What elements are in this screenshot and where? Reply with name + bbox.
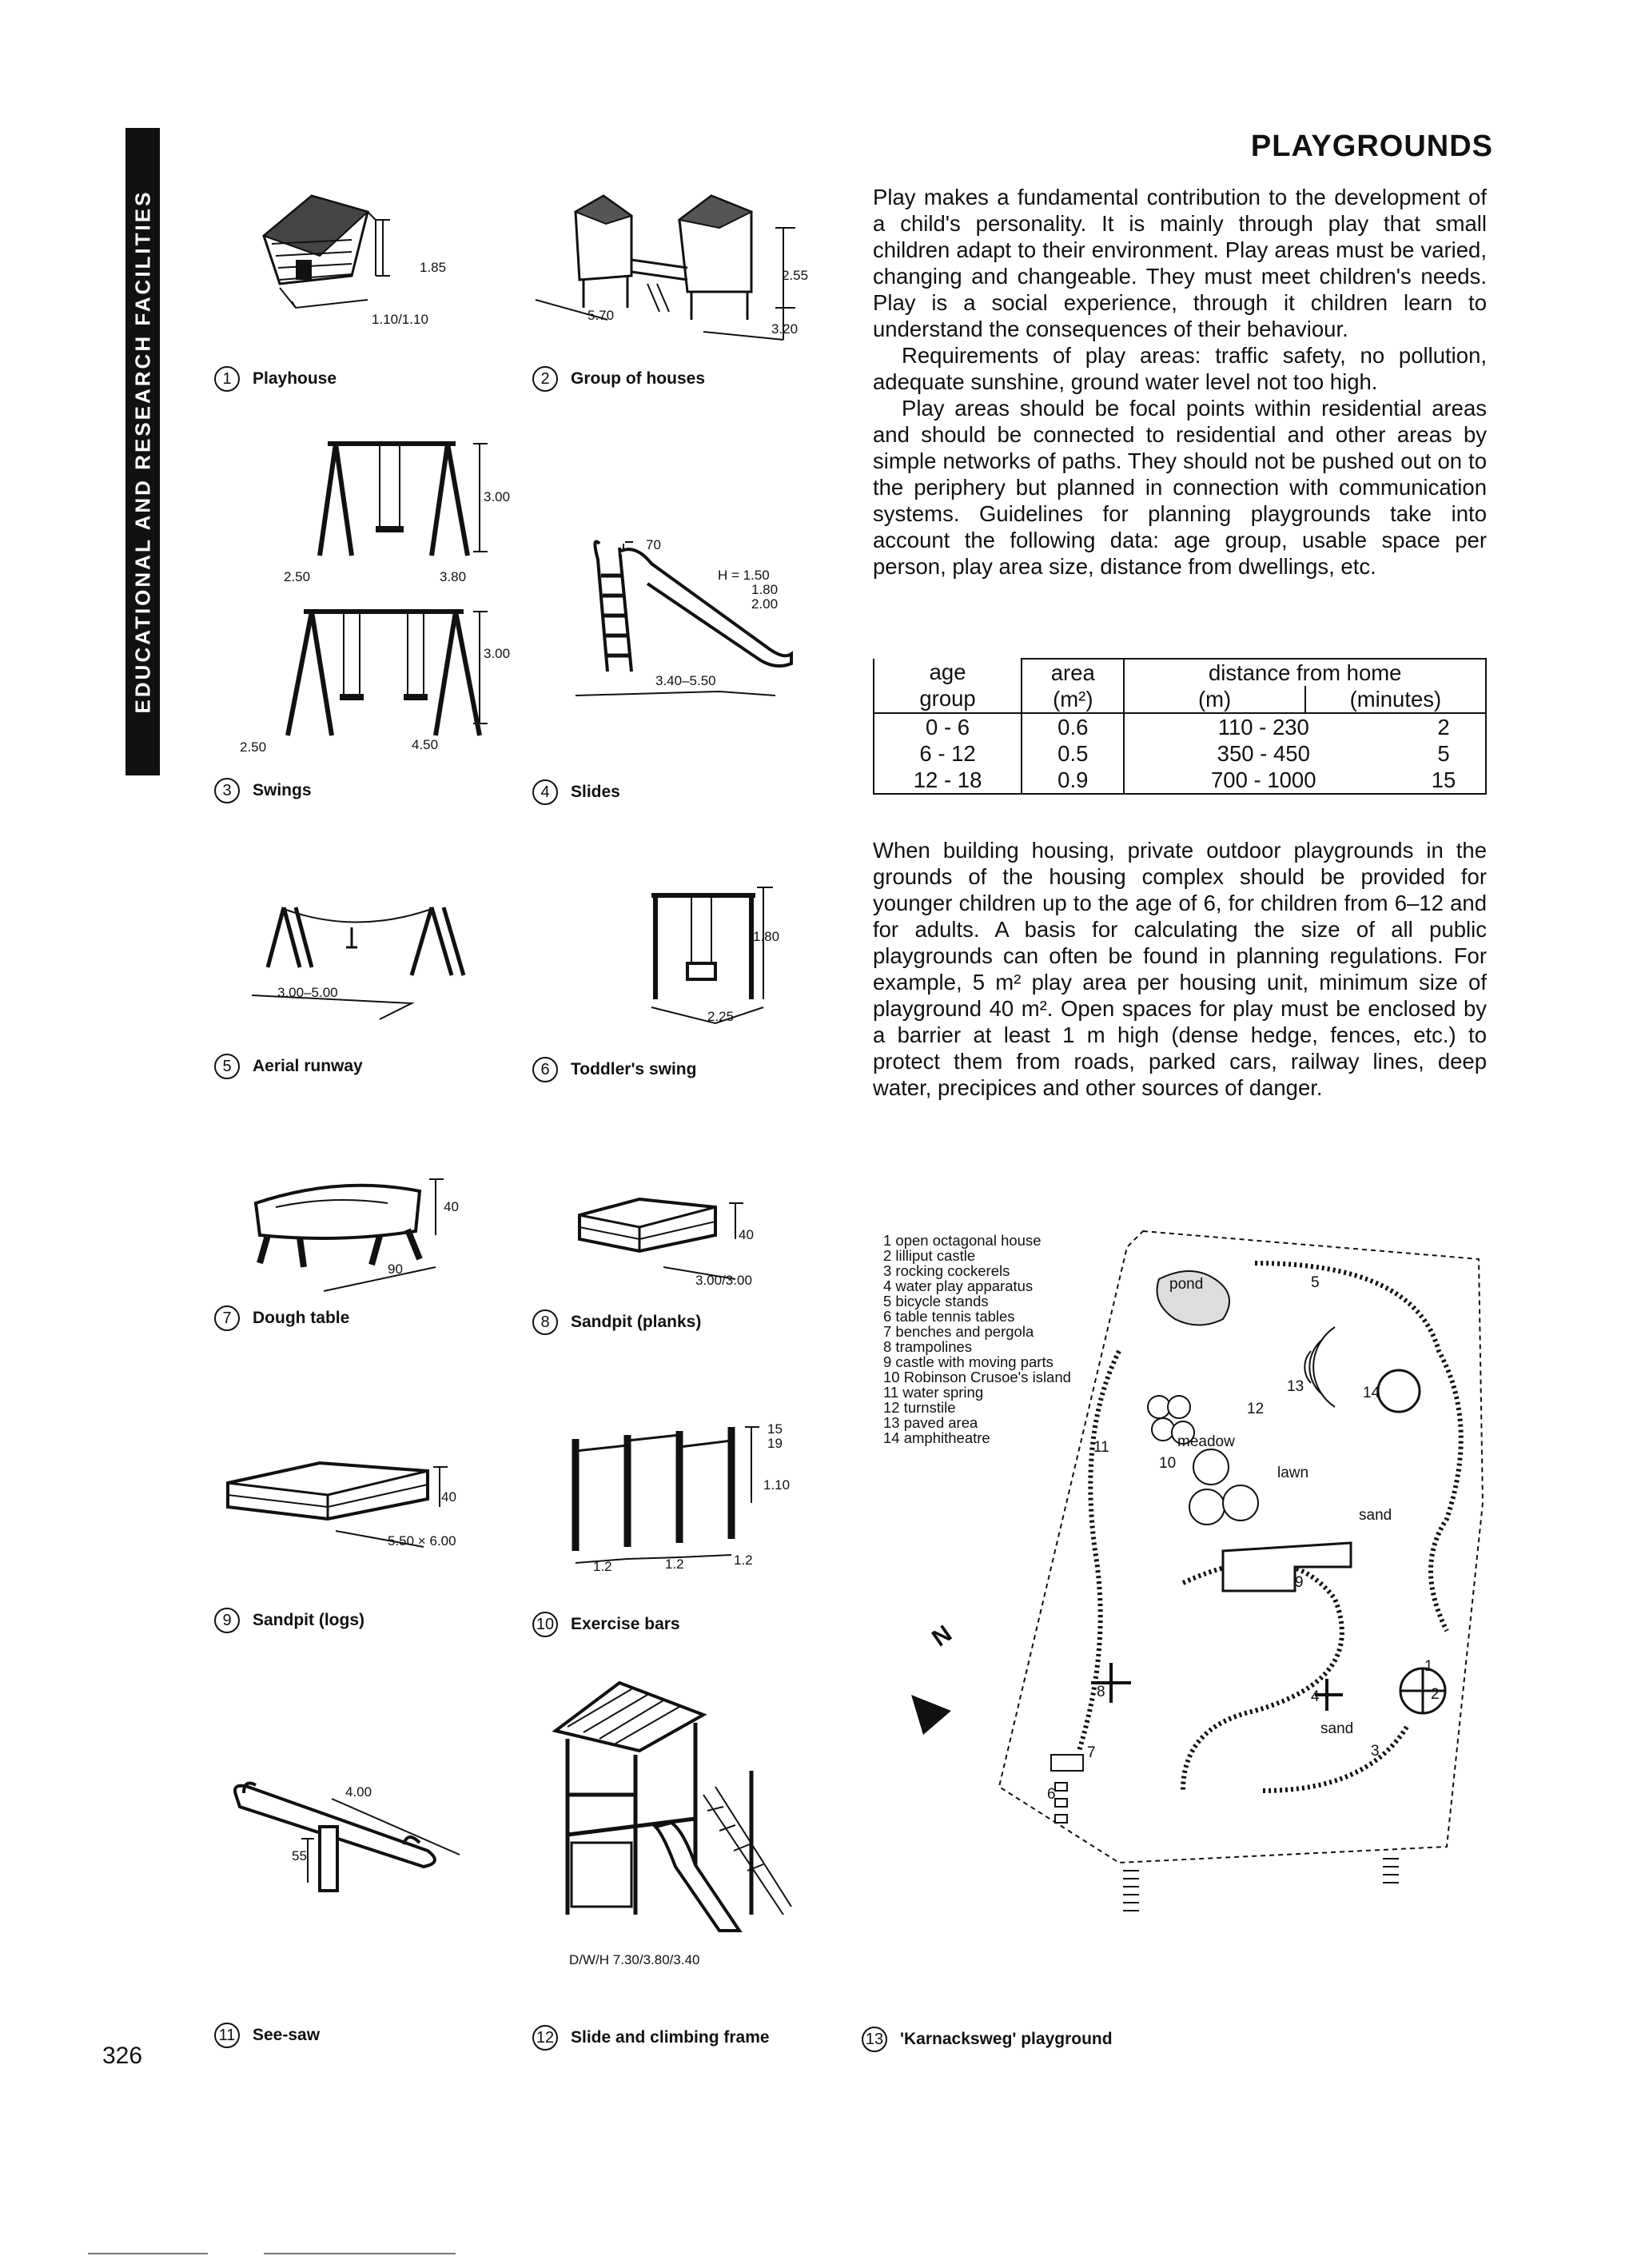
figure-number-3: 3 xyxy=(214,778,240,803)
caption-12-text: Slide and climbing frame xyxy=(571,2028,770,2047)
caption-7-text: Dough table xyxy=(253,1309,350,1327)
legend-item: 4 water play apparatus xyxy=(883,1277,1034,1294)
dim-7-width: 90 xyxy=(388,1262,403,1277)
paragraph-3: Play areas should be focal points within residential areas and should be connected to residential and other areas by simple networks of paths. They should not be pushed out on to the periphery but planned in connection with communication systems. Guidelines for planning playgrounds take into account the following data: age group, usable space per person, play area size, distance from dwellings, etc. xyxy=(873,396,1487,579)
row-3-m: 700 - 1000 xyxy=(1211,767,1316,792)
intro-text xyxy=(873,184,1487,580)
legend-item: 11 water spring xyxy=(883,1384,984,1401)
svg-text:11: 11 xyxy=(1093,1439,1109,1456)
svg-text:5: 5 xyxy=(1311,1274,1320,1291)
table-cell-distance-m xyxy=(1124,713,1402,794)
legend-item: 12 turnstile xyxy=(883,1399,956,1416)
caption-9 xyxy=(214,1608,364,1633)
north-label: N xyxy=(927,1620,957,1652)
header-area xyxy=(1022,659,1124,713)
header-age-line2: group xyxy=(919,686,976,711)
caption-10-text: Exercise bars xyxy=(571,1615,680,1633)
dim-10-height: 1.10 xyxy=(763,1477,791,1493)
header-distance-m: (m) xyxy=(1197,687,1232,711)
svg-text:6: 6 xyxy=(1047,1786,1056,1803)
caption-8 xyxy=(532,1309,701,1335)
figure-number-5: 5 xyxy=(214,1054,240,1079)
figure-number-7: 7 xyxy=(214,1305,240,1331)
sandpit-planks-drawing xyxy=(576,1191,783,1295)
dim-4-height-3: 2.00 xyxy=(751,596,779,612)
dim-10-span-1: 1.2 xyxy=(593,1559,612,1574)
caption-2 xyxy=(532,366,705,392)
row-2-age: 6 - 12 xyxy=(919,741,976,766)
dim-10-a: 15 xyxy=(767,1421,783,1437)
plan-label-sand-2: sand xyxy=(1320,1720,1354,1737)
figure-number-11: 11 xyxy=(214,2023,240,2048)
table-cell-area xyxy=(1022,713,1124,794)
svg-text:12: 12 xyxy=(1247,1401,1265,1417)
svg-text:10: 10 xyxy=(1159,1455,1177,1472)
table-cell-age xyxy=(874,713,1022,794)
legend-item: 14 amphitheatre xyxy=(883,1429,990,1446)
dim-3-width-b: 4.50 xyxy=(412,737,439,752)
plan-label-meadow: meadow xyxy=(1177,1433,1235,1450)
dim-4-top: 70 xyxy=(646,537,661,552)
svg-text:3: 3 xyxy=(1371,1743,1380,1760)
plan-label-sand-1: sand xyxy=(1359,1507,1392,1524)
dim-2-height: 2.55 xyxy=(782,268,809,283)
scan-line xyxy=(264,2253,456,2254)
table-cell-distance-min xyxy=(1402,713,1486,794)
plan-label-lawn: lawn xyxy=(1277,1465,1309,1481)
svg-text:4: 4 xyxy=(1311,1688,1320,1705)
row-3-age: 12 - 18 xyxy=(913,767,982,792)
row-2-area: 0.5 xyxy=(1057,741,1089,766)
figure-number-13: 13 xyxy=(862,2027,887,2052)
legend-item: 13 paved area xyxy=(883,1414,978,1431)
dim-10-b: 19 xyxy=(767,1436,783,1451)
header-distance-min: (minutes) xyxy=(1304,686,1485,712)
dim-10-span-3: 1.2 xyxy=(734,1553,753,1568)
caption-4 xyxy=(532,779,620,805)
caption-3-text: Swings xyxy=(253,781,312,799)
dim-3-height-a: 3.00 xyxy=(484,489,511,504)
svg-text:1: 1 xyxy=(1424,1658,1433,1675)
caption-6 xyxy=(532,1057,696,1082)
svg-text:9: 9 xyxy=(1295,1574,1304,1591)
plan-label-pond: pond xyxy=(1169,1276,1204,1293)
dim-8-height: 40 xyxy=(739,1227,754,1242)
row-1-area: 0.6 xyxy=(1057,715,1089,739)
row-3-area: 0.9 xyxy=(1057,767,1089,792)
legend-item: 6 table tennis tables xyxy=(883,1308,1015,1325)
dim-12-size: D/W/H 7.30/3.80/3.40 xyxy=(569,1952,700,1967)
caption-8-text: Sandpit (planks) xyxy=(571,1313,702,1331)
caption-1 xyxy=(214,366,337,392)
row-1-age: 0 - 6 xyxy=(926,715,970,739)
row-1-min: 2 xyxy=(1437,715,1450,739)
header-distance-line1: distance from home xyxy=(1208,660,1402,685)
dim-1-height: 1.85 xyxy=(420,260,447,275)
dim-3-height-b: 3.00 xyxy=(484,646,511,661)
dim-4-height-2: 1.80 xyxy=(751,582,779,597)
paragraph-2: Requirements of play areas: traffic safety, no pollution, adequate sunshine, ground water level not too high. xyxy=(873,343,1487,394)
caption-13-text: 'Karnacksweg' playground xyxy=(900,2030,1113,2048)
dim-3-depth-b: 2.50 xyxy=(240,739,267,755)
dim-7-height: 40 xyxy=(444,1199,459,1214)
dim-2-depth: 3.20 xyxy=(771,321,799,337)
page-title: PLAYGROUNDS xyxy=(1250,130,1493,163)
header-age xyxy=(874,659,1022,713)
caption-3 xyxy=(214,778,312,803)
dim-1-base: 1.10/1.10 xyxy=(372,312,428,327)
slide-climbing-frame-drawing xyxy=(544,1675,799,1947)
dim-4-length: 3.40–5.50 xyxy=(655,673,716,688)
dim-2-length: 5.70 xyxy=(587,308,615,323)
exercise-bars-drawing xyxy=(560,1423,791,1567)
caption-5 xyxy=(214,1054,363,1079)
dim-5-length: 3.00–5.00 xyxy=(277,985,338,1000)
legend-item: 5 bicycle stands xyxy=(883,1293,989,1309)
caption-1-text: Playhouse xyxy=(253,369,337,388)
svg-text:8: 8 xyxy=(1097,1684,1105,1700)
paragraph-housing: When building housing, private outdoor playgrounds in the grounds of the housing complex should be provided for younger children up to the age of 6, for children from 6–12 and for adults. A basis for calculating the size of all public playgrounds can often be found in planning regulations. For example, 5 m² play area per housing unit, minimum size of playground 40 m². Open spaces for play must be enclosed by a barrier at least 1 m high (dense hedge, fences, etc.) to protect them from roads, parked cars, railway lines, deep water, precipices and other sources of danger. xyxy=(873,838,1487,1100)
planning-table xyxy=(873,658,1487,795)
figure-number-4: 4 xyxy=(532,779,558,805)
dim-8-size: 3.00/3.00 xyxy=(695,1273,752,1288)
legend-item: 3 rocking cockerels xyxy=(883,1262,1010,1279)
row-2-m: 350 - 450 xyxy=(1217,741,1310,766)
header-area-line1: area xyxy=(1050,660,1095,685)
row-3-min: 15 xyxy=(1431,767,1456,792)
row-1-m: 110 - 230 xyxy=(1217,715,1309,739)
legend-item: 8 trampolines xyxy=(883,1338,973,1355)
figure-number-8: 8 xyxy=(532,1309,558,1335)
caption-7 xyxy=(214,1305,349,1331)
legend-item: 7 benches and pergola xyxy=(883,1323,1034,1340)
paragraph-1: Play makes a fundamental contribution to the development of a child's personality. It is mainly through play that small children adapt to their environment. Play areas must be varied, changing and changeable. They must meet children's needs. Play is a social experience, through it children learn to understand the consequences of their behaviour. xyxy=(873,185,1487,341)
aerial-runway-drawing xyxy=(252,891,492,1035)
svg-text:13: 13 xyxy=(1287,1378,1304,1395)
caption-10 xyxy=(532,1612,680,1637)
caption-6-text: Toddler's swing xyxy=(571,1060,697,1078)
dim-11-length: 4.00 xyxy=(345,1784,372,1800)
dim-3-width-a: 3.80 xyxy=(440,569,467,584)
row-2-min: 5 xyxy=(1437,741,1450,766)
dim-10-span-2: 1.2 xyxy=(665,1557,684,1572)
figure-number-10: 10 xyxy=(532,1612,558,1637)
caption-4-text: Slides xyxy=(571,783,620,801)
svg-text:7: 7 xyxy=(1087,1744,1096,1761)
legend-item: 2 lilliput castle xyxy=(883,1247,976,1264)
header-area-line2: (m²) xyxy=(1053,687,1093,711)
section-side-tab xyxy=(125,128,160,775)
figure-number-9: 9 xyxy=(214,1608,240,1633)
svg-text:2: 2 xyxy=(1431,1686,1440,1703)
caption-11 xyxy=(214,2023,320,2048)
figure-number-1: 1 xyxy=(214,366,240,392)
figure-number-2: 2 xyxy=(532,366,558,392)
dim-9-size: 5.50 × 6.00 xyxy=(388,1533,456,1549)
figure-number-12: 12 xyxy=(532,2025,558,2051)
header-age-line1: age xyxy=(929,660,966,684)
scan-line xyxy=(88,2253,208,2254)
karnacksweg-plan xyxy=(919,1231,1495,1959)
dim-6-width: 2.25 xyxy=(707,1009,735,1024)
legend-item: 9 castle with moving parts xyxy=(883,1353,1053,1370)
dim-6-height: 1.80 xyxy=(753,929,780,944)
caption-2-text: Group of houses xyxy=(571,369,705,388)
caption-5-text: Aerial runway xyxy=(253,1057,363,1075)
dim-11-height: 55 xyxy=(292,1848,307,1863)
figure-number-6: 6 xyxy=(532,1057,558,1082)
header-distance xyxy=(1124,659,1486,713)
section-label: EDUCATIONAL AND RESEARCH FACILITIES xyxy=(130,189,154,714)
dough-table-drawing xyxy=(244,1175,468,1303)
page-number: 326 xyxy=(102,2043,143,2069)
legend-item: 10 Robinson Crusoe's island xyxy=(883,1369,1071,1385)
caption-12 xyxy=(532,2025,770,2051)
caption-11-text: See-saw xyxy=(253,2026,321,2044)
dim-4-height-1: H = 1.50 xyxy=(718,568,770,583)
caption-13 xyxy=(862,2027,1113,2052)
caption-9-text: Sandpit (logs) xyxy=(253,1611,364,1629)
svg-text:14: 14 xyxy=(1363,1385,1380,1401)
legend-item: 1 open octagonal house xyxy=(883,1232,1042,1249)
dim-9-height: 40 xyxy=(441,1489,456,1505)
dim-3-depth-a: 2.50 xyxy=(284,569,311,584)
